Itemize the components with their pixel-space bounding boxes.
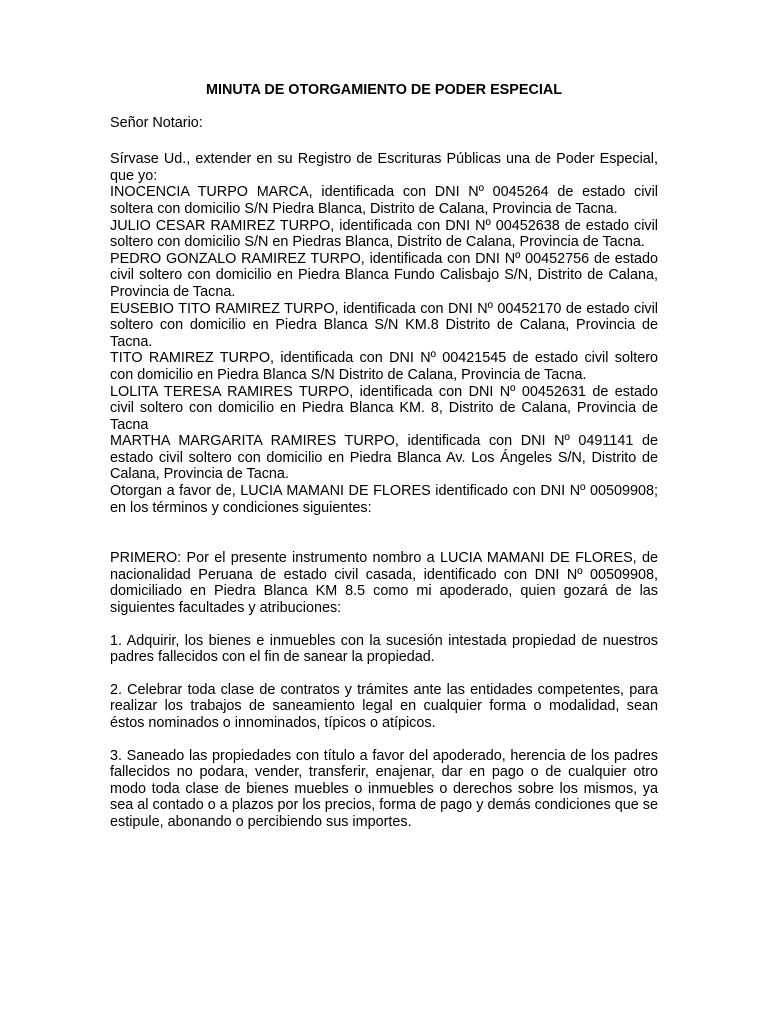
party-3: PEDRO GONZALO RAMIREZ TURPO, identificada con DNI Nº 00452756 de estado civil soltero con domicilio en Piedra Blanca Fundo Calisbajo S/N, Distrito de Calana, Provincia de Tacna. xyxy=(110,250,658,300)
party-5: TITO RAMIREZ TURPO, identificada con DNI Nº 00421545 de estado civil soltero con domicilio en Piedra Blanca S/N Distrito de Calana, Provincia de Tacna. xyxy=(110,350,658,383)
clause-2: 2. Celebrar toda clase de contratos y trámites ante las entidades competentes, para realizar los trabajos de saneamiento legal en cualquier forma o modalidad, sean éstos nominados o innominados, típicos o atípicos. xyxy=(110,681,658,731)
clause-3: 3. Saneado las propiedades con título a favor del apoderado, herencia de los padres fallecidos no podara, vender, transferir, enajenar, dar en pago o de cualquier otro modo toda clase de bienes muebles o inmuebles o derechos sobre los mismos, ya sea al contado o a plazos por los precios, forma de pago y demás condiciones que se estipule, abonando o percibiendo sus importes. xyxy=(110,747,658,830)
salutation: Señor Notario: xyxy=(110,114,203,131)
primero-paragraph: PRIMERO: Por el presente instrumento nombro a LUCIA MAMANI DE FLORES, de nacionalidad Peruana de estado civil casada, identificado con DNI Nº 00509908, domiciliado en Piedra Blanca KM 8.5 como mi apoderado, quien gozará de las siguientes facultades y atribuciones: xyxy=(110,550,658,617)
otorgan-paragraph: Otorgan a favor de, LUCIA MAMANI DE FLORES identificado con DNI Nº 00509908; en los términos y condiciones siguientes: xyxy=(110,483,658,516)
document-page xyxy=(110,82,658,847)
party-1: INOCENCIA TURPO MARCA, identificada con DNI Nº 0045264 de estado civil soltera con domicilio S/N Piedra Blanca, Distrito de Calana, Provincia de Tacna. xyxy=(110,184,658,217)
clause-1: 1. Adquirir, los bienes e inmuebles con la sucesión intestada propiedad de nuestros padres fallecidos con el fin de sanear la propiedad. xyxy=(110,632,658,666)
party-6: LOLITA TERESA RAMIRES TURPO, identificada con DNI Nº 00452631 de estado civil soltero con domicilio en Piedra Blanca KM. 8, Distrito de Calana, Provincia de Tacna xyxy=(110,383,658,433)
party-7: MARTHA MARGARITA RAMIRES TURPO, identificada con DNI Nº 0491141 de estado civil soltero con domicilio en Piedra Blanca Av. Los Ángeles S/N, Distrito de Calana, Provincia de Tacna. xyxy=(110,433,658,483)
party-4: EUSEBIO TITO RAMIREZ TURPO, identificada con DNI Nº 00452170 de estado civil soltero con domicilio en Piedra Blanca S/N KM.8 Distrito de Calana, Provincia de Tacna. xyxy=(110,300,658,350)
document-title: MINUTA DE OTORGAMIENTO DE PODER ESPECIAL xyxy=(205,82,563,98)
intro-paragraph: Sírvase Ud., extender en su Registro de Escrituras Públicas una de Poder Especial, que yo: xyxy=(110,151,658,184)
party-2: JULIO CESAR RAMIREZ TURPO, identificada con DNI Nº 00452638 de estado civil soltero con domicilio S/N en Piedras Blanca, Distrito de Calana, Provincia de Tacna. xyxy=(110,217,658,251)
